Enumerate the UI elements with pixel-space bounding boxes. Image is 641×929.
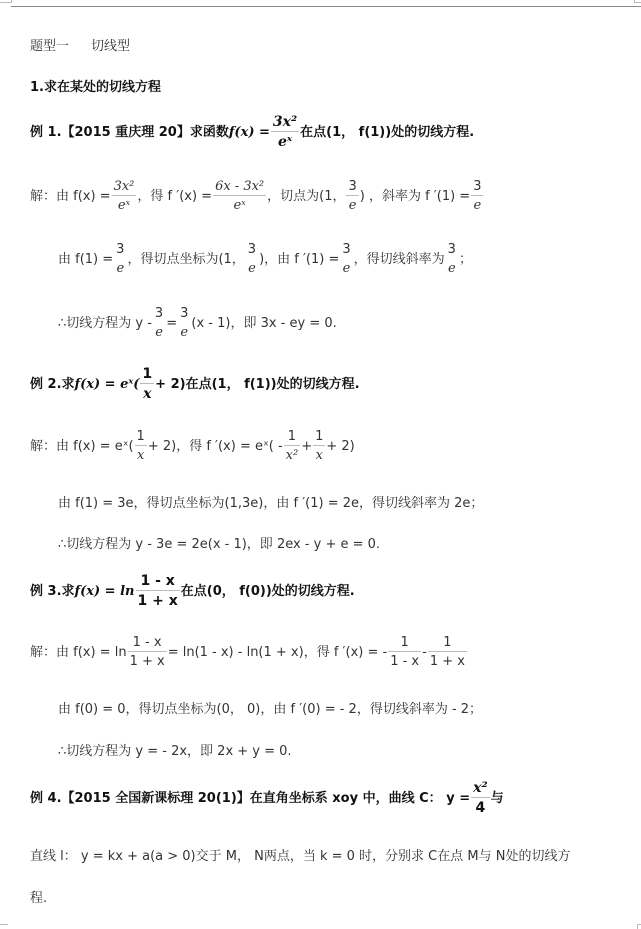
title-text: 例 4.【2015 全国新课标理 20(1)】在直角坐标系 xoy 中，曲线 C： y = (30, 790, 471, 806)
solution-text: 由 f(1) = (58, 251, 114, 267)
denominator: e (180, 325, 189, 340)
denominator: e (342, 261, 351, 276)
example-3-solution-line-1 (30, 636, 468, 668)
example-4-title (30, 781, 504, 815)
denominator: eˣ (117, 198, 131, 213)
fraction (178, 307, 190, 339)
example-1-title (30, 115, 474, 149)
solution-text: ，得切线斜率为 (353, 251, 445, 267)
fraction (246, 243, 258, 275)
solution-text: ∴切线方程为 y - (58, 315, 152, 331)
denominator: eˣ (233, 198, 246, 213)
formula-text: f(x) = eˣ( (74, 376, 140, 392)
solution-text: ，得 f ′(x) = (137, 188, 213, 204)
numerator: 3 (116, 242, 125, 257)
fraction (340, 243, 352, 275)
example-4-body-line-1 (30, 850, 570, 863)
section-type: 题型一 (30, 39, 70, 54)
denominator: e (348, 198, 357, 213)
title-text: 例 2.求 (30, 376, 75, 392)
page-corner-mark (0, 0, 12, 3)
body-text: 直线 l： y = kx + a(a > 0)交于 M， N两点，当 k = 0 时，分别求 C在点 M与 N处的切线方 (30, 849, 571, 864)
formula-text: f(x) = ln (74, 583, 135, 599)
fraction (346, 180, 358, 212)
solution-text: 由 f(1) = 3e，得切点坐标为(1,3e)，由 f ′(1) = 2e，得切线斜率为 2e； (58, 496, 484, 511)
fraction (136, 574, 180, 608)
solution-text: ； (458, 251, 472, 267)
example-1-solution-line-1 (30, 180, 484, 212)
numerator: 3x² (272, 114, 298, 130)
numerator: x² (473, 780, 488, 796)
denominator: x (315, 448, 323, 463)
fraction (140, 367, 154, 401)
denominator: x (137, 448, 145, 463)
solution-text: )，由 f ′(1) = (259, 251, 340, 267)
denominator: e (447, 261, 456, 276)
solution-text: 解：由 f(x) = eˣ( (30, 438, 134, 454)
solution-text: 解：由 f(x) = ln (30, 644, 127, 660)
fraction (428, 636, 467, 668)
title-text: 例 3.求 (30, 583, 75, 599)
denominator: e (248, 261, 256, 276)
example-2-solution-line-2 (58, 497, 483, 510)
solution-text: = (166, 315, 178, 331)
body-text: 程. (30, 891, 48, 906)
solution-text: ，切点为(1， (267, 188, 346, 204)
denominator: e (116, 261, 125, 276)
page-corner-mark (0, 924, 8, 925)
page-corner-mark (637, 924, 641, 929)
fraction (213, 180, 266, 212)
numerator: 3 (180, 306, 189, 321)
title-text: 例 1.【2015 重庆理 20】求函数 (30, 124, 229, 140)
fraction (471, 781, 489, 815)
fraction (128, 636, 167, 668)
fraction (446, 243, 458, 275)
numerator: 3 (348, 179, 357, 194)
denominator: e (473, 198, 482, 213)
fraction (112, 180, 137, 212)
example-4-body-line-2 (30, 892, 47, 905)
example-1-solution-line-2 (58, 243, 472, 275)
denominator: e (155, 325, 163, 340)
numerator: 1 - x (140, 573, 175, 589)
numerator: 3 (342, 242, 351, 257)
numerator: 1 (142, 366, 153, 382)
section-name: 切线型 (91, 39, 131, 54)
denominator: 1 + x (429, 654, 465, 669)
formula-text: f(x) = (228, 124, 270, 140)
numerator: 1 (136, 429, 145, 444)
subheading (30, 81, 161, 94)
solution-text: - (422, 644, 427, 660)
subheading-text: 1.求在某处的切线方程 (30, 80, 161, 95)
page-corner-mark (634, 0, 641, 3)
title-text: 在点(1， f(1))处的切线方程. (300, 124, 475, 140)
solution-text: = ln(1 - x) - ln(1 + x)，得 f ′(x) = - (167, 644, 388, 660)
numerator: 1 (443, 635, 452, 650)
denominator: 1 - x (390, 654, 420, 669)
solution-text: ，得切点坐标为(1， (127, 251, 245, 267)
section-heading (30, 40, 130, 53)
numerator: 3 (247, 242, 257, 257)
solution-text: (x - 1)，即 3x - ey = 0. (191, 315, 337, 331)
example-2-solution-line-3 (58, 538, 380, 551)
solution-text: ∴切线方程为 y = - 2x，即 2x + y = 0. (58, 744, 292, 759)
numerator: 3 (154, 306, 164, 321)
solution-text: + 2) (326, 438, 355, 454)
numerator: 3 (473, 179, 482, 194)
example-3-title (30, 574, 355, 608)
denominator: 1 + x (129, 654, 165, 669)
numerator: 1 (400, 635, 409, 650)
title-text: 在点(0， f(0))处的切线方程. (180, 583, 355, 599)
denominator: 1 + x (137, 593, 178, 609)
denominator: 4 (475, 800, 486, 816)
example-3-solution-line-2 (58, 703, 482, 716)
numerator: 1 (287, 429, 297, 444)
solution-text: ) ，斜率为 f ′(1) = (359, 188, 471, 204)
numerator: 3x² (113, 179, 135, 194)
title-text: 与 (490, 790, 504, 806)
fraction (284, 430, 301, 462)
numerator: 1 - x (132, 635, 162, 650)
denominator: eˣ (277, 134, 293, 150)
title-text: + 2)在点(1， f(1))处的切线方程. (155, 376, 360, 392)
fraction (153, 307, 165, 339)
numerator: 6x - 3x² (215, 179, 265, 194)
solution-text: + (301, 438, 313, 454)
fraction (313, 430, 325, 462)
example-2-title (30, 367, 360, 401)
fraction (471, 180, 483, 212)
denominator: x (143, 386, 152, 402)
example-2-solution-line-1 (30, 430, 355, 462)
fraction (388, 636, 421, 668)
fraction (271, 115, 299, 149)
numerator: 1 (315, 429, 324, 444)
page-top-rule (11, 6, 641, 7)
example-3-solution-line-3 (58, 745, 292, 758)
solution-text: ∴切线方程为 y - 3e = 2e(x - 1)，即 2ex - y + e = 0. (58, 537, 381, 552)
example-1-solution-line-3 (58, 307, 337, 339)
solution-text: 由 f(0) = 0，得切点坐标为(0， 0)，由 f ′(0) = - 2，得切线斜率为 - 2； (58, 702, 483, 717)
numerator: 3 (447, 242, 456, 257)
solution-text: + 2)，得 f ′(x) = eˣ( - (147, 438, 283, 454)
fraction (114, 243, 126, 275)
denominator: x² (285, 448, 299, 463)
fraction (135, 430, 147, 462)
solution-text: 解：由 f(x) = (30, 188, 111, 204)
